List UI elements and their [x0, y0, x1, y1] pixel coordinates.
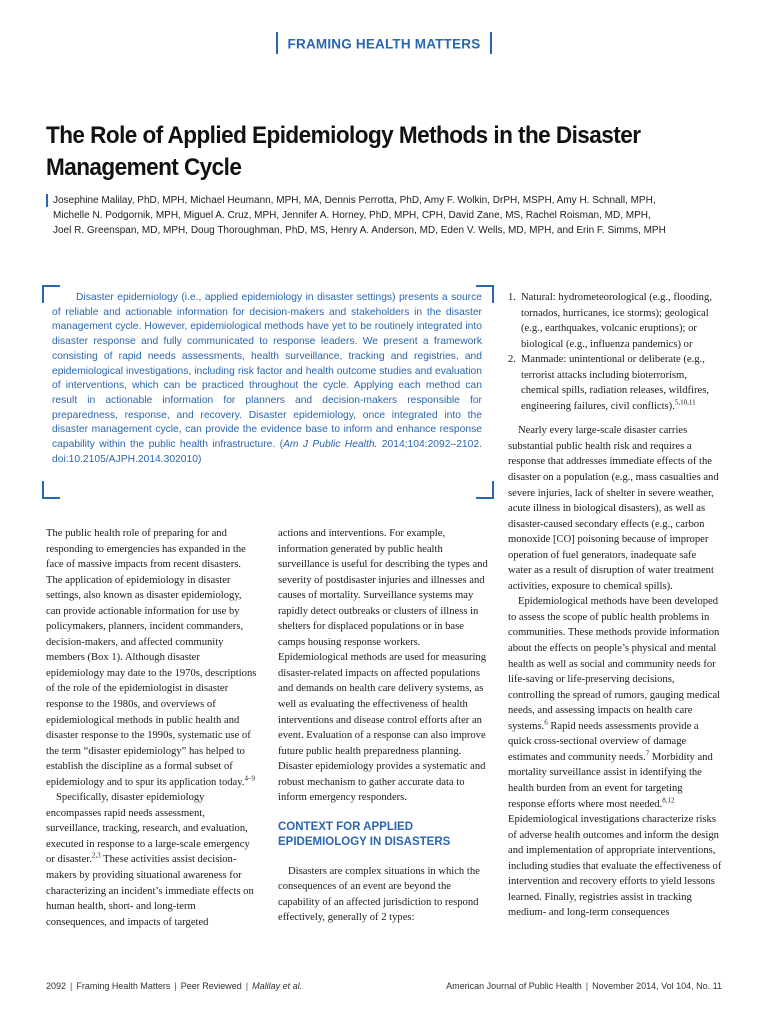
abstract-citation: 2014;104:2092–2102. doi:10.2105/AJPH.2014.302010) — [52, 439, 482, 465]
article-title-line-1: The Role of Applied Epidemiology Methods in the Disaster — [46, 122, 641, 149]
footer-review: Peer Reviewed — [180, 981, 242, 991]
paragraph — [46, 790, 258, 930]
footer-journal: American Journal of Public Health — [446, 981, 582, 991]
paragraph-text: Epidemiological investigations characterize risks of adverse health outcomes and inform the design and implementation of appropriate interventions, including studies that evaluate the effectiveness of intervention and recovery efforts to yield lessons learned. Finally, registries assist in tracking medium- and long-term consequences — [508, 814, 722, 919]
paragraph-text: The public health role of preparing for and responding to emergencies has expanded in the face of massive impacts from recent disasters. The application of epidemiology in disaster settings, also known as disaster epidemiology, can provide actionable information for use by policymakers, planners, incident commanders, decision-makers, and affected community members (Box 1). Although disaster epidemiology may date to the 1970s, descriptions of the role of the epidemiologist in disaster response to the 1980s, and overviews of epidemiological methods in public health and disaster response to the 1990s, systematic use of the term “disaster epidemiology” has helped to establish the discipline as a formal subset of epidemiology and to spur its application today. — [46, 528, 257, 788]
body-column-1 — [46, 526, 258, 930]
paragraph: actions and interventions. For example, information generated by public health surveillance is useful for describing the types and severity of postdisaster injuries and illnesses and causes of mortality. Surveillance systems may rapidly detect outbreaks or clusters of illness in shelters for displaced populations or in base camps housing response workers. Epidemiological methods are used for measuring disaster-related impacts on affected populations and demands on health care delivery systems, as well as evaluating the effectiveness of health interventions and disease control efforts after an event. Evaluation of a response can also improve future public health preparedness planning. Disaster epidemiology provides a systematic and robust mechanism to gather accurate data to inform emergency responders. — [278, 528, 488, 804]
list-item-text: Natural: hydrometeorological (e.g., flooding, tornados, hurricanes, ice storms); geological (e.g., earthquakes, volcanic eruptions); or biological (e.g., influenza pandemics) or — [521, 292, 712, 350]
body-column-3 — [508, 290, 722, 921]
list-number: 1. — [508, 292, 516, 303]
abstract-corner-bottom-right — [476, 481, 494, 499]
article-title-line-2: Management Cycle — [46, 154, 242, 181]
reference-superscript[interactable]: 8,12 — [662, 795, 675, 804]
author-line-1: Josephine Malilay, PhD, MPH, Michael Heumann, MPH, MA, Dennis Perrotta, PhD, Amy F. Wolkin, DrPH, MSPH, Amy H. Schnall, MPH, — [53, 195, 656, 206]
section-heading-line-1: CONTEXT FOR APPLIED — [278, 820, 414, 833]
section-header-label: FRAMING HEALTH MATTERS — [287, 36, 481, 52]
paragraph-text: These activities assist decision-makers by providing situational awareness for characterizing an incident’s immediate effects on human health, short- and long-term consequences, and impacts of targeted — [46, 854, 254, 928]
section-header-right-bar — [490, 32, 492, 54]
footer-section: Framing Health Matters — [76, 981, 171, 991]
paragraph: Nearly every large-scale disaster carries substantial public health risk and requires a response that addresses immediate effects of the disaster on a population (e.g., mass casualties and severe injuries, lack of shelter in severe weather, acute illness in biological disasters), as well as disaster-caused secondary effects (e.g., carbon monoxide [CO] poisoning because of improper operation of fuel generators, inadequate safe water as a result of disruption of water treatment activities, exposure to chemical spills). — [508, 425, 719, 592]
abstract-body: Disaster epidemiology (i.e., applied epidemiology in disaster settings) presents a source of reliable and actionable information for decision-makers and stakeholders in the disaster management cycle. However, epidemiological methods have yet to be routinely integrated into disaster response and fully communicated to response leaders. We present a framework consisting of rapid needs assessments, health surveillance, tracking and registries, and epidemiological investigations, including risk factor and health outcome studies and evaluation of interventions, which can be practiced throughout the cycle. Applying each method can result in actionable information for planners and decision-makers responsible for preparedness, response, and recovery. Disaster epidemiology, once integrated into the disaster management cycle, can provide the evidence base to inform and enhance response capability within the public health infrastructure. ( — [52, 292, 482, 451]
author-line-3: Joel R. Greenspan, MD, MPH, Doug Thoroughman, PhD, MS, Henry A. Anderson, MD, Eden V. Wells, MD, MPH, and Erin F. Simms, MPH — [53, 225, 666, 236]
reference-superscript[interactable]: 2,3 — [91, 851, 101, 860]
author-list — [53, 193, 753, 238]
reference-superscript[interactable]: 5,10,11 — [674, 398, 696, 407]
reference-superscript[interactable]: 4–9 — [244, 774, 255, 783]
list-number: 2. — [508, 354, 516, 366]
list-item — [508, 290, 722, 352]
authors-accent-bar — [46, 194, 48, 207]
abstract-text — [52, 291, 482, 467]
paragraph: Disasters are complex situations in which the consequences of an event are beyond the capability of an affected jurisdiction to respond effectively, generally of 2 types: — [278, 865, 480, 924]
paragraph-text: Epidemiological methods have been developed to assess the scope of public health problems in communities. These methods provide information about the effects on people’s physical and mental health as well as social and community needs for life-saving or life-preserving decisions, controlling the spread of rumors, gauging medical needs, and assessing impacts on health care systems. — [508, 596, 721, 732]
article-title — [46, 120, 672, 184]
section-header — [0, 34, 768, 56]
abstract-corner-bottom-left — [42, 481, 60, 499]
footer-right: American Journal of Public Health | November 2014, Vol 104, No. 11 — [446, 981, 722, 991]
section-heading-line-2: EPIDEMIOLOGY IN DISASTERS — [278, 835, 451, 848]
paragraph — [508, 594, 722, 920]
paragraph-text: Rapid needs assessments provide a quick cross-sectional overview of damage estimates and community needs. — [508, 720, 699, 763]
footer-author: Malilay et al. — [252, 981, 303, 991]
footer-left: 2092 | Framing Health Matters | Peer Reviewed | Malilay et al. — [46, 981, 303, 991]
section-heading-context — [278, 820, 490, 850]
list-item — [508, 352, 722, 414]
paragraph — [46, 526, 258, 790]
reference-superscript[interactable]: 7 — [645, 749, 650, 758]
footer-issue: November 2014, Vol 104, No. 11 — [592, 981, 722, 991]
list-item-text: Manmade: unintentional or deliberate (e.g., terrorist attacks including bioterrorism, chemical spills, radiation releases, wildfires, engineering failures, civil conflicts). — [521, 354, 709, 412]
paragraph-text: Specifically, disaster epidemiology encompasses rapid needs assessment, surveillance, tracking, research, and evaluation, executed in response to a large-scale emergency or disaster. — [46, 792, 250, 866]
disaster-type-list — [508, 290, 722, 414]
body-column-2 — [278, 526, 490, 926]
abstract-box — [46, 289, 490, 495]
section-header-left-bar — [276, 32, 278, 54]
reference-superscript[interactable]: 6 — [544, 718, 548, 727]
author-line-2: Michelle N. Podgornik, MPH, Miguel A. Cruz, MPH, Jennifer A. Horney, PhD, MPH, CPH, David Zane, MS, Rachel Roisman, MD, MPH, — [53, 210, 651, 221]
abstract-journal: Am J Public Health. — [283, 439, 378, 451]
paragraph-text: Morbidity and mortality surveillance assist in identifying the health burden from an event for targeting response efforts where most needed. — [508, 751, 713, 810]
page-number: 2092 — [46, 981, 67, 991]
